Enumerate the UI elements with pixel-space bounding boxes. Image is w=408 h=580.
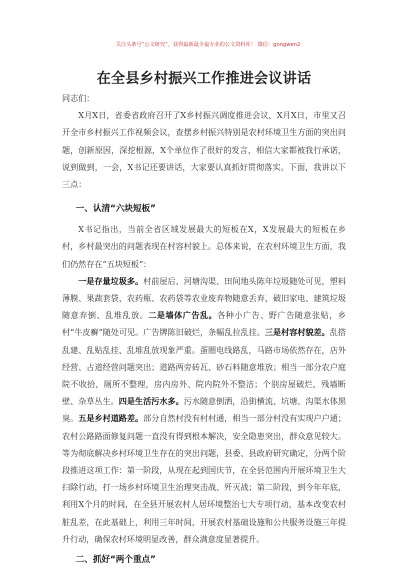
intro-paragraph: X月X日，省委省政府召开了X乡村振兴调度推进会议，X月X日，市里又召开全市乡村振兴工作视频会议，查摆乡村振兴特别是农村环境卫生方面的突出问题，创新原因，深挖根源，X个单位作了很好的发言，相信大家都被我行承诺，说到做到，一会，X书记还要讲话，大家要认真抓好贯彻落实。下面，我讲以下三点： [62, 110, 346, 190]
section1-paragraph-1: X书记指出，当前全省区域发展最大的短板在X，X发展最大的短板在乡村，乡村最突出的问题表现在村容村貌上。总体来说，在农村环境卫生方面，我们仍然存在“五块短板”： [62, 224, 346, 269]
lead-phrase: 四是生活污水多。 [118, 396, 184, 407]
lead-phrase: 一是存量垃圾多。 [78, 275, 144, 286]
section-heading-1: 一、认清“六块短板” [75, 204, 156, 215]
document-body [62, 90, 346, 572]
body-text: 各种小广告、野广告随意张贴，乡村“牛皮癣”随处可见。广告牌陈旧破烂，条幅乱拉乱挂。 [62, 310, 346, 338]
body-text: 乱搭乱建、乱贴乱挂、乱堆乱放现象严重。蛋圈电线路乱，马路市场依然存在，店外经营、占道经营问题突出；道路两旁砖瓦、砂石料随意堆放；相当一部分农户庭院不收拾，厕所不整理，房内房外、院内院外不整洁；个别房屋破烂，残墙断壁、杂草丛生。 [62, 327, 346, 407]
promo-banner[interactable]: 关注头条号“公文研究”，获得最新最全最专业的公文资料库！ 微信：gongwen2 [115, 42, 301, 48]
lead-phrase: 二是墙体广告乱。 [148, 310, 218, 321]
lead-phrase: 三是村容村貌差。 [264, 327, 330, 338]
body-text: 部分自然村没有村村通，相当一部分村没有实现户户通；农村公路路面修复问题一直没有得到根本解决，安全隐患突出，群众意见较大。等为彻底解决乡村环境卫生存在的突出问题，县委、县政府研究确定，分两个阶段推进这项工作：第一阶段，从现在起到国庆节，在全县范围内开展环境卫生大扫除行动，打一场乡村环境卫生治理突击战、歼灭战；第二阶段，到今年年底，利用X个月的时间，在全县开展农村人居环境整治七大专项行动，基本改变农村脏乱差，在此基础上，利用三年时间，开展农村基础设施和公共服务设施三年提升行动，确保农村环境明显改善，群众满意度显著提升。 [62, 413, 346, 544]
page-title: 在全县乡村振兴工作推进会议讲话 [96, 71, 312, 87]
body-text: 村前屋后、河塘沟渠、田间地头陈年垃圾随处可见，塑料薄膜、果蔬套袋、农药瓶、农药袋等农业废弃物随意丢弃，破旧家电、建筑垃圾随意弃倒、乱堆乱放。 [62, 275, 346, 321]
body-text: 污水随意倒洒，沿街横流、坑塘、沟渠水体黑臭。 [62, 396, 346, 424]
lead-phrase: 五是乡村道路差。 [78, 413, 144, 424]
section1-paragraph-2 [62, 273, 346, 548]
salutation: 同志们： [62, 93, 95, 103]
section-heading-2: 二、抓好“两个重点” [75, 555, 156, 566]
